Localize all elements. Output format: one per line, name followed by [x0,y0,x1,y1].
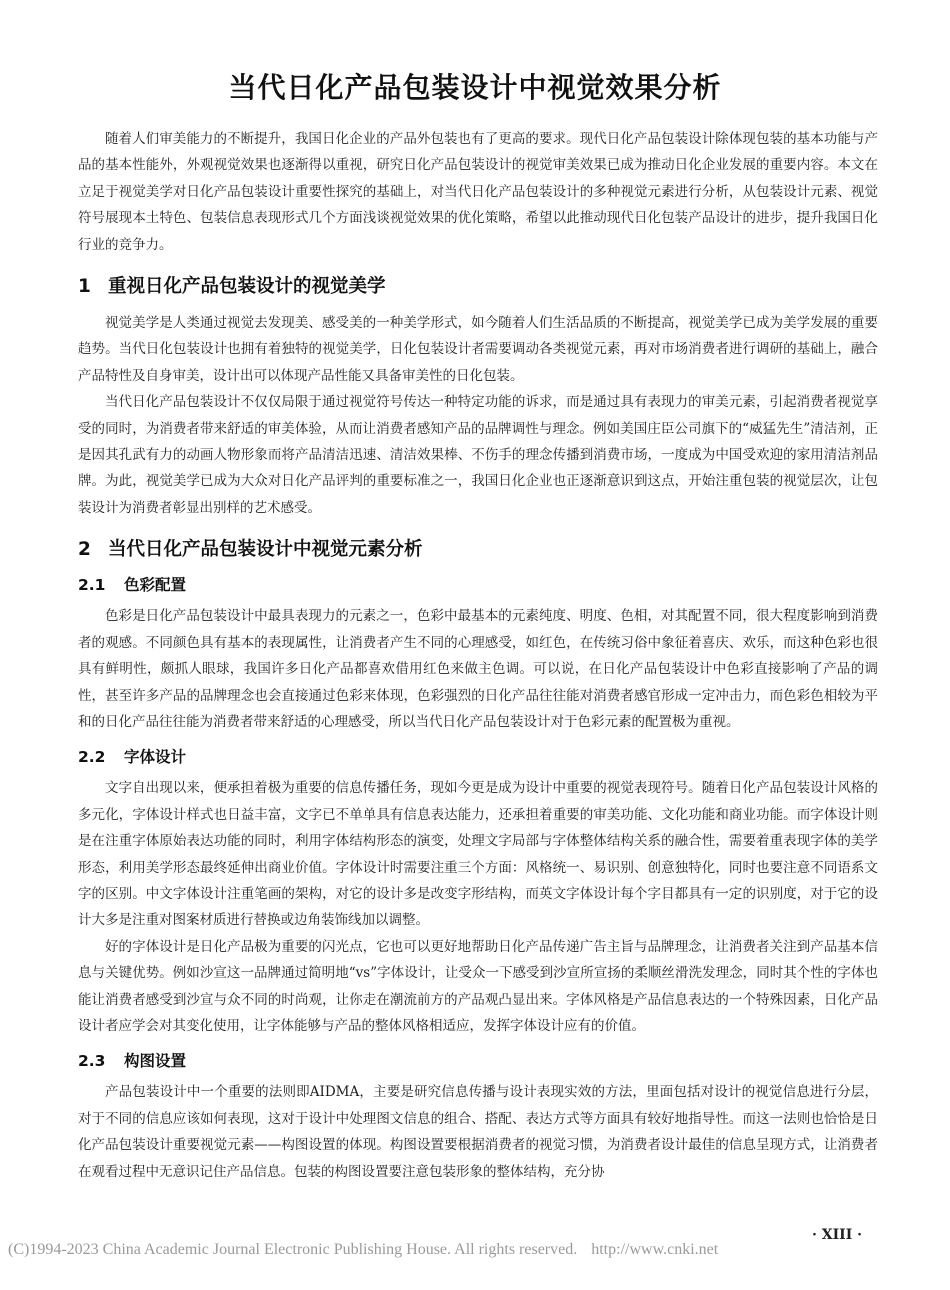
subsection-number: 2.3 [78,1052,106,1071]
subsection-heading [78,573,878,597]
body-paragraph: 文字自出现以来，便承担着极为重要的信息传播任务，现如今更是成为设计中重要的视觉表现符号。随着日化产品包装设计风格的多元化，字体设计样式也日益丰富，文字已不单单具有信息表达能力，还承担着重要的审美功能、文化功能和商业功能。而字体设计则是在注重字体原始表达功能的同时，利用字体结构形态的演变，处理文字局部与字体整体结构关系的融合性，需要着重表现字体的美学形态，利用美学形态最终延伸出商业价值。字体设计时需要注重三个方面：风格统一、易识别、创意独特化，同时也要注意不同语系文字的区别。中文字体设计注重笔画的架构，对它的设计多是改变字形结构，而英文字体设计每个字目都具有一定的识别度，对于它的设计大多是注重对图案材质进行替换或边角装饰线加以调整。 [78,780,878,929]
subsection-title: 色彩配置 [124,576,187,595]
subsection-heading [78,1049,878,1073]
subsection-number: 2.2 [78,748,106,767]
body-paragraph: 好的字体设计是日化产品极为重要的闪光点，它也可以更好地帮助日化产品传递广告主旨与品牌理念，让消费者关注到产品基本信息与关键优势。例如沙宣这一品牌通过简明地“vs”字体设计，让受众一下感受到沙宣所宣扬的柔顺丝滑洗发理念，同时其个性的字体也能让消费者感受到沙宣与众不同的时尚观，让你走在潮流前方的产品观凸显出来。字体风格是产品信息表达的一个特殊因素，日化产品设计者应学会对其变化使用，让字体能够与产品的整体风格相适应，发挥字体设计应有的价值。 [78,938,878,1034]
footer-url[interactable]: http://www.cnki.net [591,1241,719,1258]
subsection-heading [78,745,878,769]
subsection-number: 2.1 [78,576,106,595]
body-paragraph: 色彩是日化产品包装设计中最具表现力的元素之一，色彩中最基本的元素纯度、明度、色相，对其配置不同，很大程度影响到消费者的观感。不同颜色具有基本的表现属性，让消费者产生不同的心理感受，如红色，在传统习俗中象征着喜庆、欢乐，而这种色彩也很具有鲜明性，颇抓人眼球，我国许多日化产品都喜欢借用红色来做主色调。可以说，在日化产品包装设计中色彩直接影响了产品的调性，甚至许多产品的品牌理念也会直接通过色彩来体现，色彩强烈的日化产品往往能对消费者感官形成一定冲击力，而色彩色相较为平和的日化产品往往能为消费者带来舒适的心理感受，所以当代日化产品包装设计对于色彩元素的配置极为重视。 [78,608,878,730]
section-number: 2 [78,539,91,561]
article-body [78,126,878,1185]
body-paragraph: 当代日化产品包装设计不仅仅局限于通过视觉符号传达一种特定功能的诉求，而是通过具有表现力的审美元素，引起消费者视觉享受的同时，为消费者带来舒适的审美体验，从而让消费者感知产品的品牌调性与理念。例如美国庄臣公司旗下的“威猛先生”清洁剂，正是因其孔武有力的动画人物形象而将产品清洁迅速、清洁效果棒、不伤手的理念传播到消费市场，一度成为中国受欢迎的家用清洁剂品牌。为此，视觉美学已成为大众对日化产品评判的重要标准之一，我国日化企业也正逐渐意识到这点，开始注重包装的视觉层次，让包装设计为消费者彰显出别样的艺术感受。 [78,394,878,516]
section-heading [78,537,878,563]
body-paragraph: 视觉美学是人类通过视觉去发现美、感受美的一种美学形式，如今随着人们生活品质的不断提高，视觉美学已成为美学发展的重要趋势。当代日化包装设计也拥有着独特的视觉美学，日化包装设计者需要调动各类视觉元素，再对市场消费者进行调研的基础上，融合产品特性及自身审美，设计出可以体现产品性能又具备审美性的日化包装。 [78,315,878,384]
section-heading [78,274,878,300]
subsection-title: 构图设置 [124,1052,187,1071]
section-number: 1 [78,276,91,298]
page-number: · XIII · [811,1227,862,1243]
section-title: 当代日化产品包装设计中视觉元素分析 [108,539,423,561]
body-paragraph: 产品包装设计中一个重要的法则即AIDMA，主要是研究信息传播与设计表现实效的方法，里面包括对设计的视觉信息进行分层，对于不同的信息应该如何表现，这对于设计中处理图文信息的组合、搭配、表达方式等方面具有较好地指导性。而这一法则也恰恰是日化产品包装设计重要视觉元素——构图设置的体现。构图设置要根据消费者的视觉习惯，为消费者设计最佳的信息呈现方式，让消费者在观看过程中无意识记住产品信息。包装的构图设置要注意包装形象的整体结构，充分协 [78,1084,878,1180]
subsection-title: 字体设计 [124,748,187,767]
copyright-footer [8,1241,718,1259]
copyright-text: (C)1994-2023 China Academic Journal Electronic Publishing House. All rights reserved. [8,1241,578,1258]
abstract-paragraph: 随着人们审美能力的不断提升，我国日化企业的产品外包装也有了更高的要求。现代日化产品包装设计除体现包装的基本功能与产品的基本性能外，外观视觉效果也逐渐得以重视，研究日化产品包装设计的视觉审美效果已成为推动日化企业发展的重要内容。本文在立足于视觉美学对日化产品包装设计重要性探究的基础上，对当代日化产品包装设计的多种视觉元素进行分析，从包装设计元素、视觉符号展现本土特色、包装信息表现形式几个方面浅谈视觉效果的优化策略，希望以此推动现代日化包装产品设计的进步，提升我国日化行业的竞争力。 [78,131,878,253]
article-title: 当代日化产品包装设计中视觉效果分析 [228,71,722,104]
section-title: 重视日化产品包装设计的视觉美学 [108,276,386,298]
